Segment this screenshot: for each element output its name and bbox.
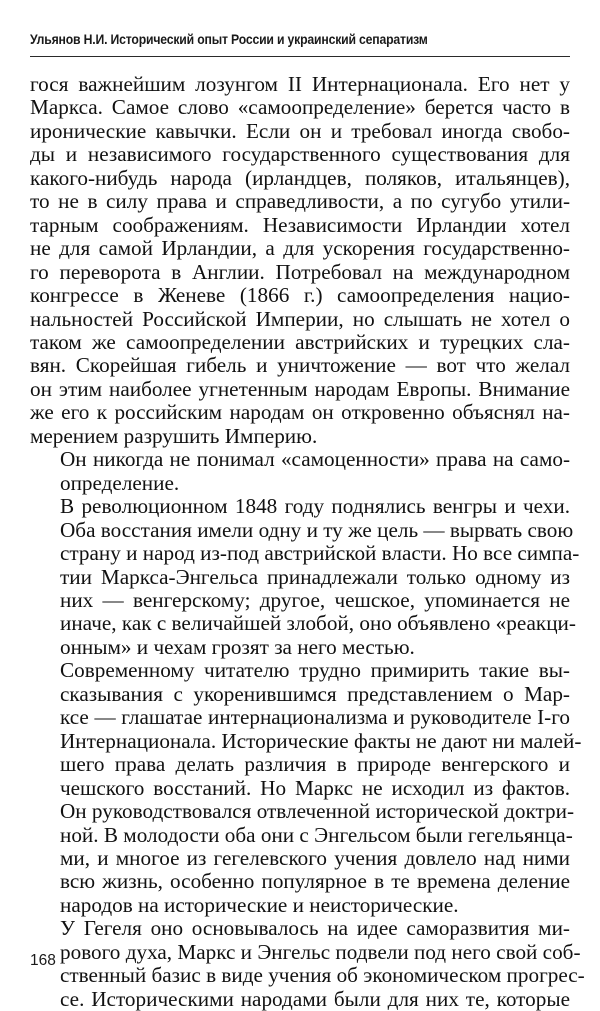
- page-number: 168: [30, 952, 56, 969]
- text-line: нальностей Российской Империи, но слышать не хотел о: [30, 306, 570, 331]
- text-line: го переворота в Англии. Потребовал на международном: [30, 259, 570, 284]
- paragraph: [30, 494, 580, 659]
- paragraph: [30, 658, 582, 917]
- header-rule: [30, 56, 570, 57]
- paragraph: [30, 448, 570, 495]
- text-line: ной. В молодости оба они с Энгельсом были гегельянца-: [60, 822, 573, 847]
- text-line: шего права делать различия в природе венгерского и: [60, 752, 570, 777]
- text-line: таком же самоопределении австрийских и турецких сла-: [30, 329, 570, 354]
- text-line: какого-нибудь народа (ирландцев, поляков, итальянцев),: [30, 165, 570, 190]
- text-line: них — венгерскому; другое, чешское, упоминается не: [60, 587, 570, 612]
- text-line: гося важнейшим лозунгом II Интернационала. Его нет у: [30, 72, 570, 96]
- text-line: страну и народ из-под австрийской власти. Но все симпа-: [60, 541, 580, 566]
- text-line: В революционном 1848 году поднялись венгры и чехи.: [60, 494, 570, 519]
- text-line: иронические кавычки. Если он и требовал иногда свобо-: [30, 118, 570, 143]
- text-line: всю жизнь, особенно популярное в те времена деление: [60, 869, 570, 894]
- text-line: ксе — глашатае интернационализма и руководителе I-го: [60, 705, 570, 730]
- paragraph: [30, 916, 585, 1011]
- text-line: тарным соображениям. Независимости Ирландии хотел: [30, 212, 570, 237]
- text-line: Оба восстания имели одну и ту же цель — вырвать свою: [60, 517, 574, 542]
- text-line: не для самой Ирландии, а для ускорения государственно-: [30, 236, 570, 261]
- text-line: ственный базис в виде учения об экономическом прогрес-: [60, 963, 585, 988]
- text-line: народов на исторические и неисторические.: [60, 892, 459, 917]
- text-line: Он никогда не понимал «самоценности» права на само-: [60, 447, 570, 472]
- text-line: определение.: [60, 470, 180, 495]
- text-line: конгрессе в Женеве (1866 г.) самоопределения нацио-: [30, 283, 570, 308]
- text-line: се. Историческими народами были для них те, которые: [60, 986, 570, 1011]
- text-line: мерением разрушить Империю.: [30, 423, 318, 448]
- text-line: онным» и чехам грозят за него местью.: [60, 634, 415, 659]
- body-text: [30, 72, 585, 1011]
- text-line: ды и независимого государственного существования для: [30, 142, 570, 167]
- paragraph: [30, 73, 570, 448]
- text-line: У Гегеля оно основывалось на идее саморазвития ми-: [60, 916, 570, 941]
- text-line: Он руководствовался отвлеченной исторической доктри-: [60, 799, 575, 824]
- text-line: же его к российским народам он откровенно объяснял на-: [30, 400, 570, 425]
- text-line: иначе, как с величайшей злобой, оно объявлено «реакци-: [60, 611, 576, 636]
- text-line: ми, и многое из гегелевского учения довлело над ними: [60, 845, 570, 870]
- running-header: Ульянов Н.И. Исторический опыт России и украинский сепаратизм: [30, 32, 428, 47]
- text-line: то не в силу права и справедливости, а по сугубо утили-: [30, 189, 570, 214]
- text-line: Маркса. Самое слово «самоопределение» берется часто в: [30, 95, 570, 120]
- text-line: он этим наиболее угнетенным народам Европы. Внимание: [30, 376, 570, 401]
- text-line: рового духа, Маркс и Энгельс подвели под него свой соб-: [60, 939, 581, 964]
- text-line: Интернационала. Исторические факты не дают ни малей-: [60, 728, 582, 753]
- text-line: чешского восстаний. Но Маркс не исходил из фактов.: [60, 775, 570, 800]
- text-line: Современному читателю трудно примирить такие вы-: [60, 658, 570, 683]
- text-line: сказывания с укоренившимся представлением о Мар-: [60, 681, 570, 706]
- text-line: тии Маркса-Энгельса принадлежали только одному из: [60, 564, 570, 589]
- text-line: вян. Скорейшая гибель и уничтожение — вот что желал: [30, 353, 570, 378]
